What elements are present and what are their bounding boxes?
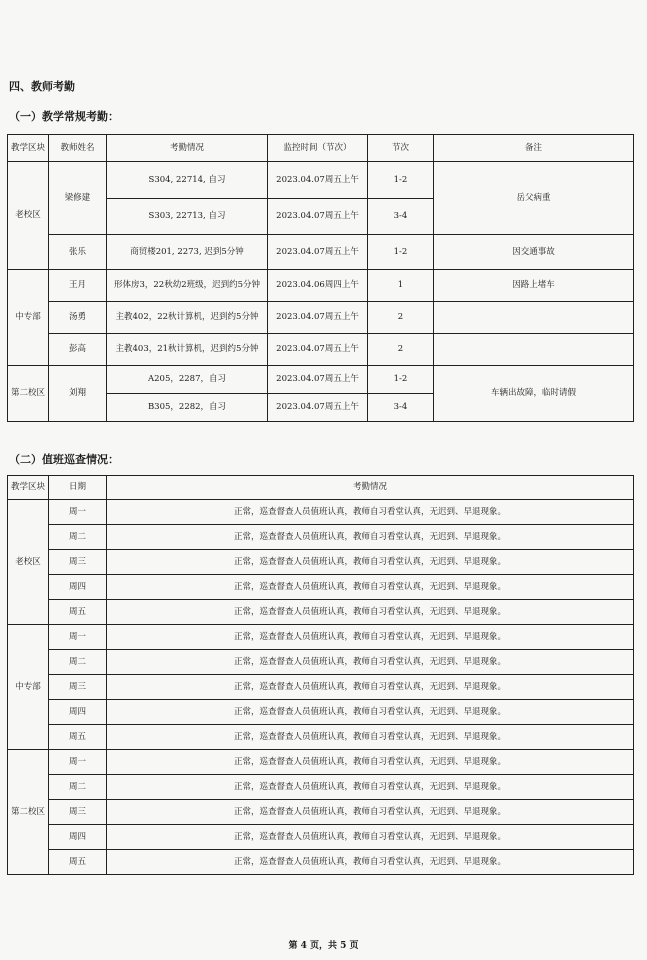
- table-row: [8, 650, 634, 675]
- detail-cell: S304, 22714, 自习: [107, 162, 268, 199]
- table-row: [8, 725, 634, 750]
- note-cell: [434, 302, 634, 334]
- day-cell: 周四: [49, 700, 107, 725]
- detail-cell: 商贸楼201, 2273, 迟到5分钟: [107, 235, 268, 270]
- duty-inspection-table: [7, 475, 634, 875]
- table-row: [8, 366, 634, 394]
- status-cell: 正常，巡查督查人员值班认真，教师自习看堂认真，无迟到、早退现象。: [107, 550, 634, 575]
- section-title: 四、教师考勤: [9, 80, 75, 93]
- period-cell: 1-2: [368, 235, 434, 270]
- table-row: [8, 775, 634, 800]
- teacher-name-cell: 王月: [49, 270, 107, 302]
- period-cell: 2: [368, 334, 434, 366]
- time-cell: 2023.04.07周五上午: [268, 199, 368, 235]
- teacher-name-cell: 刘翔: [49, 366, 107, 422]
- detail-cell: S303, 22713, 自习: [107, 199, 268, 235]
- day-cell: 周三: [49, 550, 107, 575]
- period-cell: 1: [368, 270, 434, 302]
- period-cell: 1-2: [368, 366, 434, 394]
- area-cell: 第二校区: [8, 366, 49, 422]
- header-cell: 教学区块: [8, 476, 49, 500]
- subsection-title-routine: （一）教学常规考勤：: [9, 110, 119, 123]
- subsection-title-duty: （二）值班巡查情况：: [9, 453, 119, 466]
- time-cell: 2023.04.07周五上午: [268, 334, 368, 366]
- status-cell: 正常，巡查督查人员值班认真，教师自习看堂认真，无迟到、早退现象。: [107, 500, 634, 525]
- status-cell: 正常，巡查督查人员值班认真，教师自习看堂认真，无迟到、早退现象。: [107, 775, 634, 800]
- table-row: [8, 575, 634, 600]
- table-row: [8, 600, 634, 625]
- detail-cell: 主教403，21秋计算机，迟到约5分钟: [107, 334, 268, 366]
- header-cell: 日期: [49, 476, 107, 500]
- day-cell: 周一: [49, 625, 107, 650]
- table-row: [8, 825, 634, 850]
- teacher-name-cell: 张乐: [49, 235, 107, 270]
- note-cell: 因交通事故: [434, 235, 634, 270]
- day-cell: 周二: [49, 650, 107, 675]
- day-cell: 周三: [49, 800, 107, 825]
- day-cell: 周五: [49, 600, 107, 625]
- area-cell: 第二校区: [8, 750, 49, 875]
- note-cell: 岳父病重: [434, 162, 634, 235]
- table-row: [8, 270, 634, 302]
- time-cell: 2023.04.07周五上午: [268, 366, 368, 394]
- period-cell: 3-4: [368, 394, 434, 422]
- day-cell: 周五: [49, 850, 107, 875]
- table-row: [8, 302, 634, 334]
- table-row: [8, 700, 634, 725]
- table-row: [8, 750, 634, 775]
- time-cell: 2023.04.07周五上午: [268, 394, 368, 422]
- day-cell: 周三: [49, 675, 107, 700]
- table-row: [8, 800, 634, 825]
- status-cell: 正常，巡查督查人员值班认真，教师自习看堂认真，无迟到、早退现象。: [107, 750, 634, 775]
- detail-cell: A205，2287，自习: [107, 366, 268, 394]
- table-row: [8, 675, 634, 700]
- table-row: [8, 334, 634, 366]
- header-cell: 教师姓名: [49, 135, 107, 162]
- header-cell: 监控时间（节次）: [268, 135, 368, 162]
- table-row: [8, 625, 634, 650]
- status-cell: 正常，巡查督查人员值班认真，教师自习看堂认真，无迟到、早退现象。: [107, 850, 634, 875]
- table-row: [8, 500, 634, 525]
- table-row: [8, 525, 634, 550]
- period-cell: 3-4: [368, 199, 434, 235]
- detail-cell: 形体房3，22秋幼2班级，迟到约5分钟: [107, 270, 268, 302]
- status-cell: 正常，巡查督查人员值班认真，教师自习看堂认真，无迟到、早退现象。: [107, 825, 634, 850]
- header-cell: 教学区块: [8, 135, 49, 162]
- area-cell: 中专部: [8, 625, 49, 750]
- area-cell: 老校区: [8, 162, 49, 270]
- day-cell: 周一: [49, 500, 107, 525]
- day-cell: 周一: [49, 750, 107, 775]
- teacher-name-cell: 梁修建: [49, 162, 107, 235]
- status-cell: 正常，巡查督查人员值班认真，教师自习看堂认真，无迟到、早退现象。: [107, 525, 634, 550]
- teacher-name-cell: 汤勇: [49, 302, 107, 334]
- day-cell: 周四: [49, 825, 107, 850]
- routine-attendance-table: [7, 134, 634, 422]
- table-header-row: [8, 476, 634, 500]
- status-cell: 正常，巡查督查人员值班认真，教师自习看堂认真，无迟到、早退现象。: [107, 625, 634, 650]
- status-cell: 正常，巡查督查人员值班认真，教师自习看堂认真，无迟到、早退现象。: [107, 800, 634, 825]
- day-cell: 周五: [49, 725, 107, 750]
- area-cell: 老校区: [8, 500, 49, 625]
- status-cell: 正常，巡查督查人员值班认真，教师自习看堂认真，无迟到、早退现象。: [107, 700, 634, 725]
- table-header-row: [8, 135, 634, 162]
- table-row: [8, 550, 634, 575]
- period-cell: 1-2: [368, 162, 434, 199]
- day-cell: 周二: [49, 525, 107, 550]
- note-cell: [434, 334, 634, 366]
- time-cell: 2023.04.07周五上午: [268, 162, 368, 199]
- day-cell: 周四: [49, 575, 107, 600]
- table-row: [8, 162, 634, 199]
- status-cell: 正常，巡查督查人员值班认真，教师自习看堂认真，无迟到、早退现象。: [107, 725, 634, 750]
- status-cell: 正常，巡查督查人员值班认真，教师自习看堂认真，无迟到、早退现象。: [107, 675, 634, 700]
- detail-cell: B305，2282，自习: [107, 394, 268, 422]
- header-cell: 节次: [368, 135, 434, 162]
- header-cell: 考勤情况: [107, 135, 268, 162]
- time-cell: 2023.04.07周五上午: [268, 302, 368, 334]
- note-cell: 车辆出故障，临时请假: [434, 366, 634, 422]
- status-cell: 正常，巡查督查人员值班认真，教师自习看堂认真，无迟到、早退现象。: [107, 650, 634, 675]
- page-footer: 第 4 页，共 5 页: [288, 941, 359, 951]
- status-cell: 正常，巡查督查人员值班认真，教师自习看堂认真，无迟到、早退现象。: [107, 600, 634, 625]
- header-cell: 备注: [434, 135, 634, 162]
- teacher-name-cell: 彭高: [49, 334, 107, 366]
- detail-cell: 主教402，22秋计算机，迟到约5分钟: [107, 302, 268, 334]
- header-cell: 考勤情况: [107, 476, 634, 500]
- table-row: [8, 235, 634, 270]
- time-cell: 2023.04.07周五上午: [268, 235, 368, 270]
- table-row: [8, 850, 634, 875]
- time-cell: 2023.04.06周四上午: [268, 270, 368, 302]
- period-cell: 2: [368, 302, 434, 334]
- note-cell: 因路上堵车: [434, 270, 634, 302]
- area-cell: 中专部: [8, 270, 49, 366]
- status-cell: 正常，巡查督查人员值班认真，教师自习看堂认真，无迟到、早退现象。: [107, 575, 634, 600]
- day-cell: 周二: [49, 775, 107, 800]
